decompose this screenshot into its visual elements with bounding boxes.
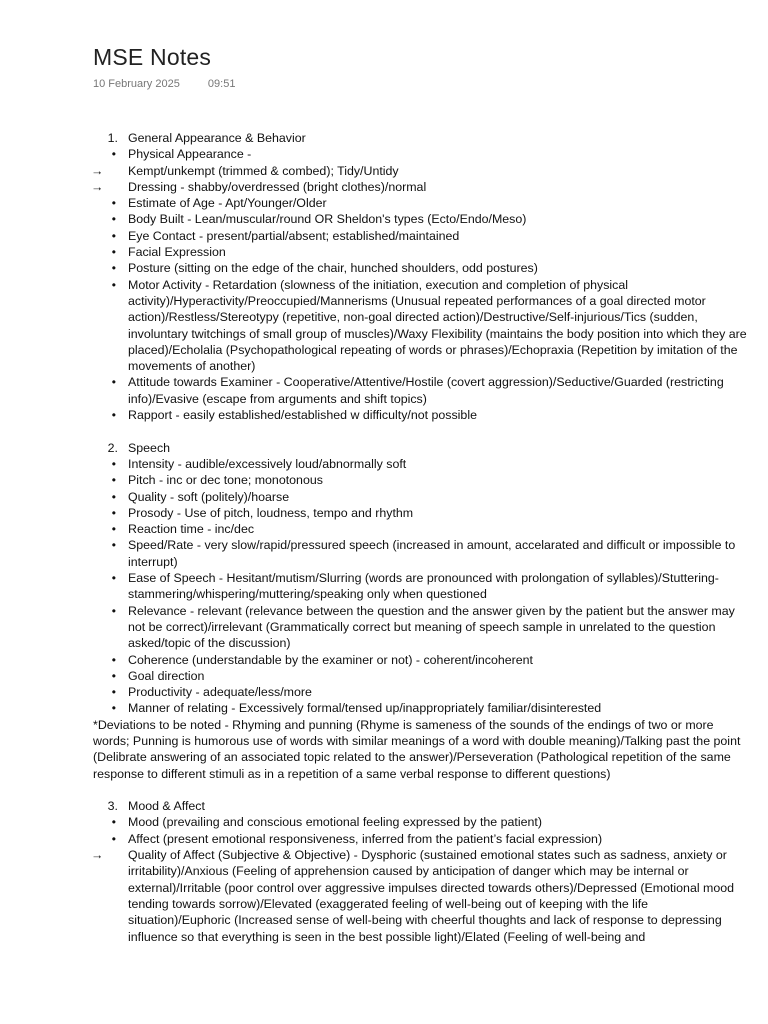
section-number: 2.: [107, 440, 118, 455]
list-item: • Speed/Rate - very slow/rapid/pressured speech (increased in amount, accelarated and difficult or impossible to interrupt): [93, 537, 753, 570]
bullet-icon: •: [111, 489, 116, 504]
list-item: • Prosody - Use of pitch, loudness, tempo and rhythm: [93, 505, 753, 521]
bullet-icon: •: [111, 147, 116, 162]
bullet-icon: •: [111, 522, 116, 537]
list-item: • Ease of Speech - Hesitant/mutism/Slurring (words are pronounced with prolongation of syllables)/Stuttering-stammering/whispering/muttering/speaking only when questioned: [93, 570, 753, 603]
list-item: • Intensity - audible/excessively loud/abnormally soft: [93, 456, 753, 472]
bullet-icon: •: [111, 212, 116, 227]
note-body: [93, 130, 753, 945]
bullet-icon: •: [111, 408, 116, 423]
bullet-icon: •: [111, 538, 116, 553]
list-item: • Relevance - relevant (relevance between the question and the answer given by the patient but the answer may not be correct)/irrelevant (Grammatically correct but meaning of speech sample in unrelated to the question asked/topic of the discussion): [93, 603, 753, 652]
page-title: MSE Notes: [93, 44, 212, 70]
list-item: → Quality of Affect (Subjective & Objective) - Dysphoric (sustained emotional states such as sadness, anxiety or irritability)/Anxious (Feeling of apprehension caused by anticipation of danger which may be internal or external)/Irritable (poor control over aggressive impulses directed towards others)/Depressed (Emotional mood tending towards sorrow)/Elevated (exaggerated feeling of well-being out of keeping with the life situation)/Euphoric (Increased sense of well-being with cheerful thoughts and lack of response to depressing influence so that everything is seen in the best possible light)/Elated (Feeling of well-being and: [91, 848, 735, 944]
note-meta: [93, 78, 235, 90]
list-item: → Dressing - shabby/overdressed (bright clothes)/normal: [91, 179, 427, 194]
bullet-icon: •: [111, 505, 116, 520]
bullet-icon: •: [111, 652, 116, 667]
bullet-icon: •: [111, 245, 116, 260]
bullet-icon: •: [111, 571, 116, 586]
list-item: • Posture (sitting on the edge of the chair, hunched shoulders, odd postures): [93, 260, 753, 276]
bullet-icon: •: [111, 196, 116, 211]
list-item: • Estimate of Age - Apt/Younger/Older: [93, 195, 753, 211]
note-time: 09:51: [207, 78, 236, 90]
bullet-icon: •: [111, 277, 116, 292]
section-title: Mood & Affect: [128, 799, 205, 814]
bullet-icon: •: [111, 685, 116, 700]
list-item: → Kempt/unkempt (trimmed & combed); Tidy/Untidy: [91, 163, 399, 178]
bullet-icon: •: [111, 261, 116, 276]
section-title: General Appearance & Behavior: [128, 131, 306, 145]
list-item: • Rapport - easily established/established w difficulty/not possible: [93, 407, 753, 423]
deviations-note: *Deviations to be noted - Rhyming and punning (Rhyme is sameness of the sounds of the endings of two or more words; Punning is humorous use of words with similar meanings of a word with double meaning)/Talking past the point (Delibrate answering of an associated topic related to the answer)/Perseveration (Pathological repetition of the same response to different stimuli as in a repetition of a same verbal response to different questions): [93, 717, 741, 781]
bullet-icon: •: [111, 815, 116, 830]
bullet-icon: •: [111, 228, 116, 243]
section-number: 3.: [107, 799, 118, 814]
bullet-icon: •: [111, 603, 116, 618]
section-heading: [93, 798, 753, 814]
bullet-icon: •: [111, 456, 116, 471]
bullet-icon: •: [111, 701, 116, 716]
list-item: • Attitude towards Examiner - Cooperative/Attentive/Hostile (covert aggression)/Seductive/Guarded (restricting info)/Evasive (escape from arguments and shift topics): [93, 374, 753, 407]
arrow-right-icon: →: [91, 179, 104, 194]
bullet-icon: •: [111, 375, 116, 390]
list-item: • Facial Expression: [93, 244, 753, 260]
arrow-right-icon: →: [91, 163, 104, 178]
list-item: • Reaction time - inc/dec: [93, 521, 753, 537]
section-heading: [93, 130, 753, 146]
note-date: 10 February 2025: [93, 78, 180, 90]
list-item: • Eye Contact - present/partial/absent; established/maintained: [93, 228, 753, 244]
section-title: Speech: [128, 440, 171, 455]
bullet-icon: •: [111, 668, 116, 683]
list-item: • Productivity - adequate/less/more: [93, 684, 753, 700]
list-item: • Mood (prevailing and conscious emotional feeling expressed by the patient): [93, 814, 753, 830]
list-item: • Body Built - Lean/muscular/round OR Sheldon's types (Ecto/Endo/Meso): [93, 211, 753, 227]
list-item: • Goal direction: [93, 668, 753, 684]
list-item: • Motor Activity - Retardation (slowness of the initiation, execution and completion of physical activity)/Hyperactivity/Preoccupied/Mannerisms (Unusual repeated performances of a goal directed motor action)/Restless/Stereotypy (repetitive, non-goal directed action)/Destructive/Self-injurious/Tics (sudden, involuntary twitchings of small group of muscles)/Waxy Flexibility (maintains the body position into which they are placed)/Echolalia (Psychopathological repeating of words or phrases)/Echopraxia (Repetition by imitation of the movements of another): [93, 277, 753, 375]
bullet-icon: •: [111, 473, 116, 488]
section-heading: [93, 440, 753, 456]
list-item: • Coherence (understandable by the examiner or not) - coherent/incoherent: [93, 652, 753, 668]
section-number: 1.: [107, 131, 118, 145]
list-item: • Pitch - inc or dec tone; monotonous: [93, 472, 753, 488]
list-item: • Physical Appearance -: [93, 146, 753, 162]
list-item: • Manner of relating - Excessively formal/tensed up/inappropriately familiar/disinterested: [93, 700, 753, 716]
list-item: • Affect (present emotional responsiveness, inferred from the patient’s facial expression): [93, 831, 753, 847]
list-item: • Quality - soft (politely)/hoarse: [93, 489, 753, 505]
arrow-right-icon: →: [91, 848, 104, 863]
bullet-icon: •: [111, 831, 116, 846]
